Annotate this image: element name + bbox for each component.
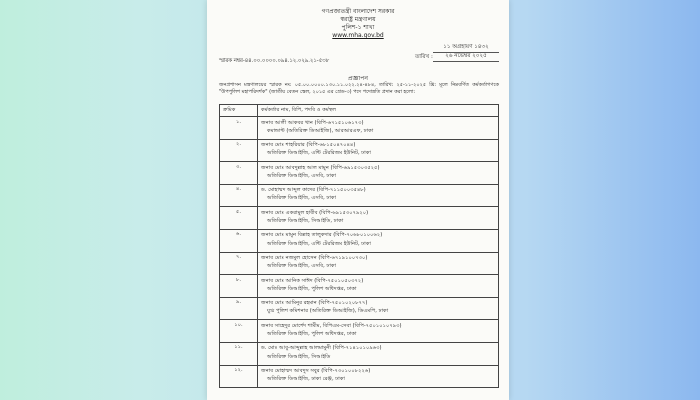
table-header-row (220, 105, 499, 117)
row-serial: ১২. (220, 365, 258, 388)
date-block (415, 44, 499, 62)
row-details (258, 184, 499, 207)
row-details (258, 320, 499, 343)
officer-designation: অতিরিক্ত ডিআইজি, সিআইডি, ঢাকা (267, 217, 344, 224)
row-details (258, 162, 499, 185)
officer-designation: অতিরিক্ত ডিআইজি, পুলিশ অধিদপ্তর, ঢাকা (267, 285, 357, 292)
officer-name: ড. মোঃ আবু-আব্দুল্লাহ আলমামুনী (বিপি-৭১৪১০১০৯৬৩) (261, 345, 382, 352)
row-serial: ৭. (220, 252, 258, 275)
officer-name: জনাব মোঃ মামুন বিল্লাহ তালুকদার (বিপি-৭০৬৮০১০০৬২) (261, 232, 383, 239)
notice-title: প্রজ্ঞাপন (347, 75, 369, 82)
row-serial: ৬. (220, 229, 258, 252)
officer-name: জনাব আলী আকবর খান (বিপি-৬৭১৫১০৬১৭৩) (261, 119, 364, 126)
row-details (258, 117, 499, 140)
notice-intro: জনপ্রশাসন মন্ত্রণালয়ের স্মারক নং: ০৫.০০.০০০০.১৩০.১১.০২২.২৪-৪৮৪, তারিখ: ২৫-১১-২০২৫ খ্রি: মূলে নিম্নবর্ণিত কর্মকর্তাগণকে "উপপুলিশ মহাপরিদর্শক" (জাতীয় বেতন স্কেল, ২০১৫ এর গ্রেড-৩) পদে পদোন্নতি প্রদান করা হলো: (219, 82, 499, 96)
officer-name: জনাব মোঃ আনিক সাঈদ (বিপি-৭৫০১০৫০৩৭২) (261, 277, 364, 284)
row-serial: ৩. (220, 162, 258, 185)
table-row (220, 342, 499, 365)
officer-designation: অতিরিক্ত ডিআইজি, এসবি, ঢাকা (267, 172, 336, 179)
officer-name: জনাব মোহাম্মদ আবদুস সবুর (বিপি-৭৩০১০০৮২২৬) (261, 368, 371, 375)
table-row (220, 162, 499, 185)
row-serial: ৪. (220, 184, 258, 207)
officer-table (219, 104, 499, 388)
section-name: পুলিশ-১ শাখা (341, 24, 375, 32)
table-row (220, 320, 499, 343)
table-row (220, 139, 499, 162)
row-details (258, 139, 499, 162)
officer-designation: অতিরিক্ত ডিআইজি, ঢাকা রেঞ্জ, ঢাকা (267, 376, 345, 383)
table-row (220, 229, 499, 252)
row-serial: ১০. (220, 320, 258, 343)
officer-designation: অতিরিক্ত ডিআইজি, এন্টি টেররিজম ইউনিট, ঢাকা (267, 150, 371, 157)
row-details (258, 275, 499, 298)
table-row (220, 117, 499, 140)
ministry-name: স্বরাষ্ট্র মন্ত্রণালয় (340, 16, 376, 24)
row-details (258, 365, 499, 388)
serial-header: ক্রমিক (220, 105, 258, 117)
date-bangla: ১১ অগ্রহায়ণ ১৪৩২ (433, 43, 499, 53)
row-serial: ২. (220, 139, 258, 162)
officer-name: জনাব মোঃ নজমুল হোসেন (বিপি-৬৭১৯১০০৭৩০) (261, 255, 368, 262)
officer-designation: অতিরিক্ত ডিআইজি, এসবি, ঢাকা (267, 263, 336, 270)
officer-name: জনাব মোঃ শাহরিয়ার (বিপি-৬৮১৫০৪৭০৪৪) (261, 142, 356, 149)
date-label: তারিখ : (415, 54, 433, 60)
officer-designation: অতিরিক্ত ডিআইজি, এন্টি টেররিজম ইউনিট, ঢাকা (267, 240, 371, 247)
officer-name: জনাব মোঃ আমিনুর রহমান (বিপি-৭৫০১০২০৮৭৭) (261, 300, 368, 307)
row-serial: ১১. (220, 342, 258, 365)
table-row (220, 207, 499, 230)
table-row (220, 275, 499, 298)
officer-designation: অতিরিক্ত ডিআইজি, পুলিশ অধিদপ্তর, ঢাকা (267, 330, 357, 337)
row-details (258, 229, 499, 252)
row-serial: ৮. (220, 275, 258, 298)
officer-designation: কমান্ডান্ট (অতিরিক্ত ডিআইজি), আরআরএফ, ঢাকা (267, 127, 374, 134)
row-serial: ১. (220, 117, 258, 140)
officer-name: জনাব সাহেদুর মোর্শেদ শামীম, বিপিএম-সেবা (বিপি-৭৫০১০১০৭৯৩) (261, 322, 402, 329)
row-serial: ৫. (220, 207, 258, 230)
row-serial: ৯. (220, 297, 258, 320)
date-english: ২৬ নভেম্বর ২০২৫ (433, 52, 499, 62)
table-row (220, 184, 499, 207)
officer-name: ড. মোহাম্মদ আব্দুল কাদের (বিপি-৭১১৫০০৩৫৪৮) (261, 187, 366, 194)
officer-designation: অতিরিক্ত ডিআইজি, এসবি, ঢাকা (267, 195, 336, 202)
officer-name: জনাব মোঃ আবদুল্লাহ আল মামুন (বিপি-৬৯১৫৩০৩৫২৫) (261, 164, 380, 171)
officer-designation: অতিরিক্ত ডিআইজি, সিআইডি (267, 353, 331, 360)
row-details (258, 207, 499, 230)
table-row (220, 297, 499, 320)
details-header: কর্মকর্তার নাম, বিপি, পদবি ও কর্মস্থল (258, 105, 499, 117)
memo-number: স্মারক নম্বর-৪৪.০০.০০০০.০৯৪.১২.০২৯.২১-৫৩৮ (219, 58, 330, 64)
officer-designation: যুগ্ম পুলিশ কমিশনার (অতিরিক্ত ডিআইজি), ডিএমপি, ঢাকা (267, 308, 389, 315)
government-name: গণপ্রজাতন্ত্রী বাংলাদেশ সরকার (321, 8, 395, 15)
table-row (220, 252, 499, 275)
letterhead (207, 0, 509, 40)
row-details (258, 252, 499, 275)
row-details (258, 297, 499, 320)
document-page (207, 0, 509, 400)
officer-name: জনাব মোঃ একরামুল হাবীব (বিপি-৬৯১৫৩০৭৯২০) (261, 209, 369, 216)
website-link[interactable]: www.mha.gov.bd (332, 32, 384, 40)
row-details (258, 342, 499, 365)
table-row (220, 365, 499, 388)
